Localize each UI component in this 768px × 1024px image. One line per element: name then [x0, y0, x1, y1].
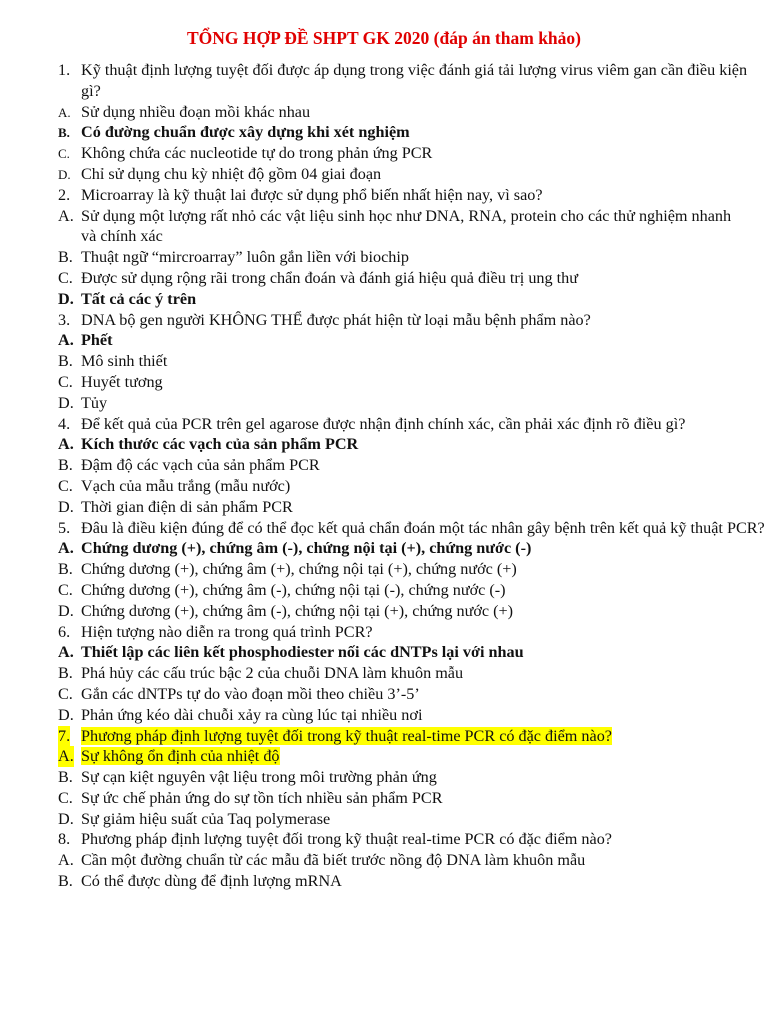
option-text: Cần một đường chuẩn từ các mẫu đã biết trước nồng độ DNA làm khuôn mẫu — [81, 851, 586, 870]
option-label: A. — [58, 104, 71, 120]
question-number: 7. — [58, 726, 71, 745]
q1-option-a — [58, 102, 748, 123]
q1-option-c — [58, 143, 748, 164]
option-text: Phá hủy các cấu trúc bậc 2 của chuỗi DNA làm khuôn mẫu — [81, 664, 464, 683]
option-label: A. — [58, 206, 74, 225]
option-text: Phết — [81, 331, 113, 350]
question-7-highlighted — [58, 726, 748, 747]
option-text: Có thể được dùng để định lượng mRNA — [81, 872, 342, 891]
q5-option-b — [58, 559, 748, 580]
option-label: C. — [58, 788, 73, 807]
option-label: D. — [58, 497, 74, 516]
question-text: Microarray là kỹ thuật lai được sử dụng phổ biến nhất hiện nay, vì sao? — [81, 185, 543, 204]
option-text: Sự không ổn định của nhiệt độ — [81, 747, 280, 766]
option-text: Chứng dương (+), chứng âm (-), chứng nội tại (-), chứng nước (-) — [81, 580, 506, 599]
q2-option-d-answer — [58, 289, 748, 310]
q7-option-b — [58, 767, 748, 788]
option-text: Tủy — [81, 393, 108, 412]
option-label: D. — [58, 601, 74, 620]
document-title: TỔNG HỢP ĐỀ SHPT GK 2020 (đáp án tham khảo) — [187, 28, 581, 48]
option-label: D. — [58, 166, 71, 182]
option-text: Vạch của mẫu trắng (mẫu nước) — [81, 476, 291, 495]
option-label: A. — [58, 643, 74, 662]
option-text: Gắn các dNTPs tự do vào đoạn mồi theo chiều 3’-5’ — [81, 684, 420, 703]
option-label: D. — [58, 809, 74, 828]
option-text: Sử dụng một lượng rất nhỏ các vật liệu sinh học như DNA, RNA, protein cho các thử nghiệm nhanh và chính xác — [81, 206, 732, 246]
question-1 — [58, 60, 761, 102]
question-number: 8. — [58, 830, 71, 849]
q5-option-d — [58, 601, 748, 622]
question-number: 5. — [58, 518, 71, 537]
question-number: 2. — [58, 185, 71, 204]
option-text: Phản ứng kéo dài chuỗi xảy ra cùng lúc tại nhiều nơi — [81, 705, 423, 724]
q7-option-d — [58, 809, 748, 830]
option-text: Sự cạn kiệt nguyên vật liệu trong môi trường phản ứng — [81, 768, 437, 787]
option-label: D. — [58, 289, 74, 308]
option-label: C. — [58, 268, 73, 287]
q4-option-d — [58, 497, 748, 518]
option-label: D. — [58, 705, 74, 724]
q6-option-d — [58, 705, 748, 726]
q5-option-c — [58, 580, 748, 601]
option-text: Sự ức chế phản ứng do sự tồn tích nhiều sản phẩm PCR — [81, 788, 443, 807]
q1-option-b-answer — [58, 122, 748, 143]
q3-option-a-answer — [58, 330, 748, 351]
option-label: A. — [58, 435, 74, 454]
q5-option-a-answer — [58, 538, 748, 559]
question-number: 6. — [58, 622, 71, 641]
option-text: Mô sinh thiết — [81, 352, 168, 371]
option-text: Chứng dương (+), chứng âm (+), chứng nội tại (+), chứng nước (+) — [81, 560, 517, 579]
question-number: 4. — [58, 414, 71, 433]
option-label: C. — [58, 684, 73, 703]
option-label: A. — [58, 851, 74, 870]
q3-option-d — [58, 393, 748, 414]
option-label: C. — [58, 146, 70, 162]
question-text: Phương pháp định lượng tuyệt đối trong kỹ thuật real-time PCR có đặc điểm nào? — [81, 726, 612, 745]
question-number: 1. — [58, 61, 71, 79]
q2-option-a — [58, 206, 741, 248]
option-text: Thiết lập các liên kết phosphodiester nối các dNTPs lại với nhau — [81, 643, 524, 662]
option-text: Chứng dương (+), chứng âm (-), chứng nội tại (+), chứng nước (+) — [81, 601, 514, 620]
question-text: Phương pháp định lượng tuyệt đối trong kỹ thuật real-time PCR có đặc điểm nào? — [81, 830, 612, 849]
option-text: Chỉ sử dụng chu kỳ nhiệt độ gồm 04 giai đoạn — [81, 164, 382, 183]
q3-option-c — [58, 372, 748, 393]
question-5 — [58, 518, 766, 539]
q7-option-c — [58, 788, 748, 809]
q7-option-a-highlighted — [58, 746, 748, 767]
q6-option-a-answer — [58, 642, 748, 663]
option-text: Thuật ngữ “mircroarray” luôn gắn liền với biochip — [81, 248, 409, 267]
option-text: Đậm độ các vạch của sản phẩm PCR — [81, 456, 320, 475]
question-text: Kỹ thuật định lượng tuyệt đối được áp dụng trong việc đánh giá tải lượng virus viêm gan cần điều kiện gì? — [81, 61, 748, 100]
q2-option-b — [58, 247, 748, 268]
option-label: B. — [58, 352, 73, 371]
question-2 — [58, 185, 748, 206]
option-label: B. — [58, 768, 73, 787]
question-6 — [58, 622, 748, 643]
option-label: B. — [58, 456, 73, 475]
q8-option-a — [58, 850, 748, 871]
q3-option-b — [58, 351, 748, 372]
option-label: C. — [58, 372, 73, 391]
q1-option-d — [58, 164, 748, 185]
q4-option-c — [58, 476, 748, 497]
option-text: Sự giảm hiệu suất của Taq polymerase — [81, 809, 331, 828]
option-text: Có đường chuẩn được xây dựng khi xét nghiệm — [81, 123, 410, 142]
option-label: A. — [58, 747, 74, 766]
option-label: A. — [58, 331, 74, 350]
option-label: D. — [58, 393, 74, 412]
q2-option-c — [58, 268, 748, 289]
option-label: B. — [58, 125, 70, 141]
question-text: Để kết quả của PCR trên gel agarose được nhận định chính xác, cần phải xác định rõ điều gì? — [81, 414, 686, 433]
option-text: Huyết tương — [81, 372, 163, 391]
question-text: Đâu là điều kiện đúng để có thể đọc kết quả chẩn đoán một tác nhân gây bệnh trên kết quả kỹ thuật PCR? — [81, 518, 765, 537]
option-label: A. — [58, 539, 74, 558]
option-label: B. — [58, 872, 73, 891]
option-text: Không chứa các nucleotide tự do trong phản ứng PCR — [81, 144, 433, 163]
option-text: Kích thước các vạch của sản phẩm PCR — [81, 435, 359, 454]
question-text: Hiện tượng nào diễn ra trong quá trình PCR? — [81, 622, 373, 641]
option-label: B. — [58, 664, 73, 683]
option-label: C. — [58, 580, 73, 599]
option-text: Thời gian điện di sản phẩm PCR — [81, 497, 293, 516]
question-text: DNA bộ gen người KHÔNG THỂ được phát hiện từ loại mẫu bệnh phẩm nào? — [81, 310, 591, 329]
q6-option-c — [58, 684, 748, 705]
q4-option-a-answer — [58, 434, 748, 455]
option-label: C. — [58, 476, 73, 495]
question-4 — [58, 414, 748, 435]
option-text: Chứng dương (+), chứng âm (-), chứng nội tại (+), chứng nước (-) — [81, 539, 532, 558]
question-list — [58, 60, 765, 892]
question-8 — [58, 829, 748, 850]
option-text: Sử dụng nhiều đoạn mồi khác nhau — [81, 102, 311, 121]
q6-option-b — [58, 663, 748, 684]
option-text: Tất cả các ý trên — [81, 289, 197, 308]
option-label: B. — [58, 248, 73, 267]
option-text: Được sử dụng rộng rãi trong chẩn đoán và đánh giá hiệu quả điều trị ung thư — [81, 268, 579, 287]
q4-option-b — [58, 455, 748, 476]
question-number: 3. — [58, 310, 71, 329]
q8-option-b — [58, 871, 748, 892]
question-3 — [58, 310, 748, 331]
option-label: B. — [58, 560, 73, 579]
